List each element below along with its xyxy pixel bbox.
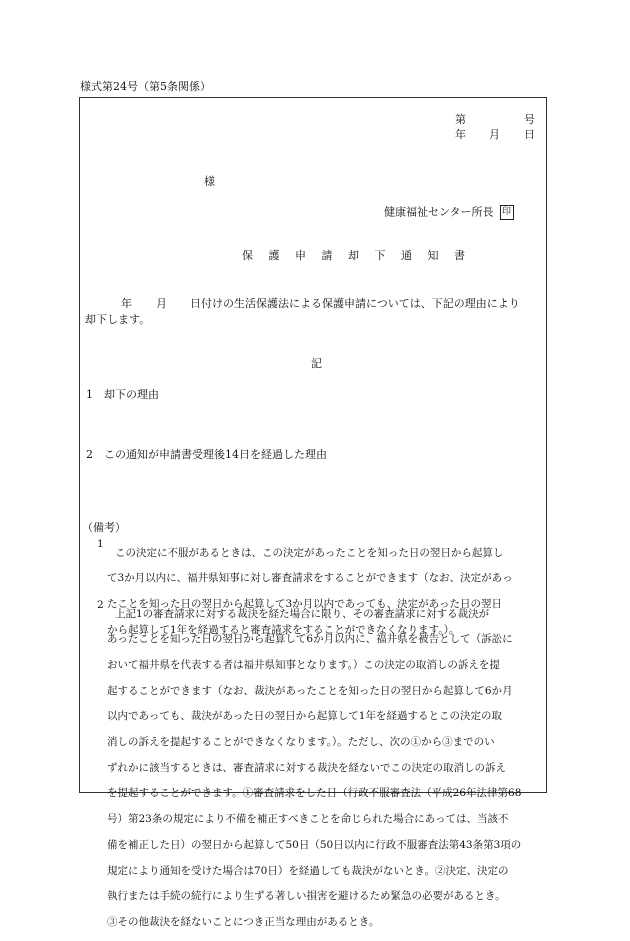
ki-marker: 記 <box>311 357 322 370</box>
body-month: 月 <box>156 297 167 310</box>
date-year: 年 <box>455 128 466 141</box>
note-2-text <box>107 596 544 941</box>
body-year: 年 <box>121 297 132 310</box>
note-2-line: おいて福井県を代表する者は福井県知事となります。）この決定の取消しの訴えを提 <box>107 658 500 671</box>
item-1-number: 1 <box>86 388 93 401</box>
document-title: 保 護 申 請 却 下 通 知 書 <box>242 249 471 262</box>
addressee-suffix: 様 <box>204 175 215 188</box>
issuer-line <box>384 205 514 220</box>
note-1-line: から起算して1年を経過すると審査請求をすることができなくなります。）。 <box>107 623 460 636</box>
note-2-line: 以内であっても、裁決があった日の翌日から起算して1年を経過するとこの決定の取 <box>107 710 502 723</box>
doc-number-dai: 第 <box>455 113 466 126</box>
note-2-line: を提起することができます。①審査請求をした日（行政不服審査法（平成26年法律第68 <box>107 787 522 800</box>
date-day: 日 <box>524 128 535 141</box>
note-2-number: 2 <box>97 599 104 611</box>
body-line1: 日付けの生活保護法による保護申請については、下記の理由により <box>190 297 520 310</box>
doc-number-go: 号 <box>524 113 535 126</box>
note-2-line: 上記1の審査請求に対する裁決を経た場合に限り、その審査請求に対する裁決が <box>115 607 490 620</box>
note-2-line: 号）第23条の規定により不備を補正すべきことを命じられた場合にあっては、当該不 <box>107 813 509 826</box>
item-1-text: 却下の理由 <box>104 388 159 401</box>
note-2-line: ③その他裁決を経ないことにつき正当な理由があるとき。 <box>107 915 380 928</box>
item-2-text: この通知が申請書受理後14日を経過した理由 <box>104 448 327 461</box>
note-1-line: この決定に不服があるときは、この決定があったことを知った日の翌日から起算し <box>115 546 504 559</box>
seal-stamp: 印 <box>500 205 514 220</box>
note-2-line: 執行または手続の続行により生ずる著しい損害を避けるため緊急の必要があるとき。 <box>107 890 506 903</box>
note-2-line: 起することができます（なお、裁決があったことを知った日の翌日から起算して6か月 <box>107 684 513 697</box>
note-1-line: たことを知った日の翌日から起算して3か月以内であっても、決定があった日の翌日 <box>107 597 502 610</box>
note-2-line: 消しの訴えを提起することができなくなります。）。ただし、次の①から③までのい <box>107 736 495 749</box>
date-month: 月 <box>489 128 500 141</box>
issuer-title: 健康福祉センター所長 <box>384 205 494 219</box>
note-2-line: 規定により通知を受けた場合は70日）を経過しても裁決がないとき。②決定、決定の <box>107 864 509 877</box>
note-2-line: あったことを知った日の翌日から起算して6か月以内に、福井県を被告として（訴訟に <box>107 633 513 646</box>
body-line2: 却下します。 <box>85 313 151 326</box>
form-caption: 様式第24号（第5条関係） <box>80 80 211 93</box>
notes-heading: （備考） <box>82 521 126 534</box>
note-2-line: ずれかに該当するときは、審査請求に対する裁決を経ないでこの決定の取消しの訴え <box>107 761 506 774</box>
note-1-number: 1 <box>97 538 104 550</box>
note-1-line: て3か月以内に、福井県知事に対し審査請求をすることができます（なお、決定があっ <box>107 572 513 585</box>
note-2-line: 備を補正した日）の翌日から起算して50日（50日以内に行政不服審査法第43条第3項の <box>107 838 522 851</box>
item-2-number: 2 <box>86 448 93 461</box>
